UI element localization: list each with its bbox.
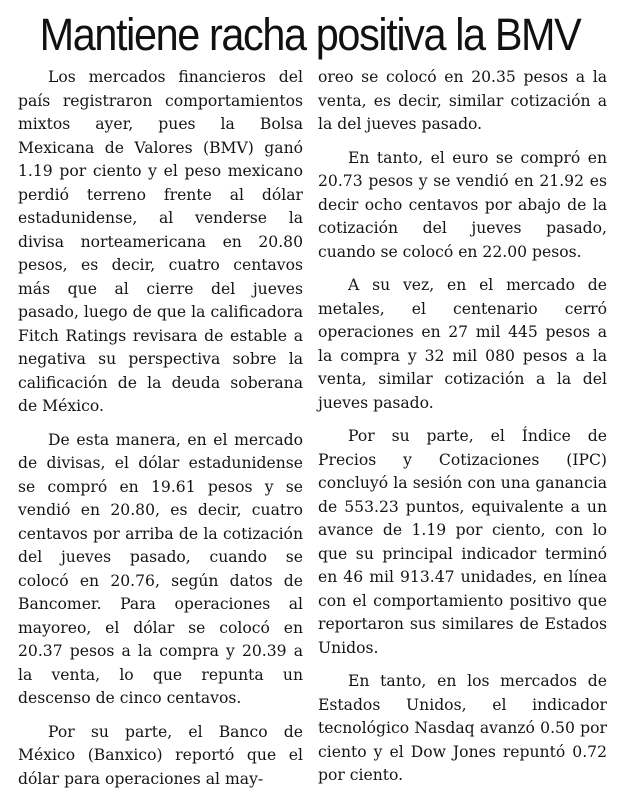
paragraph: De esta manera, en el mercado de divisas, el dólar estadunidense se compró en 19.61 pesos y se vendió en 20.80, es decir, cuatro centavos por arriba de la cotización del jueves pasado, cuando se colocó en 20.76, según datos de Bancomer. Para operaciones al mayoreo, el dólar se colocó en 20.37 pesos a la compra y 20.39 a la venta, lo que repunta un descenso de cinco centavos. [18, 430, 303, 707]
paragraph: En tanto, en los mercados de Estados Unidos, el indicador tecnológico Nasdaq avanzó 0.50 por ciento y el Dow Jones repuntó 0.72 por ciento. [318, 672, 607, 784]
column-left [18, 66, 303, 801]
paragraph: En tanto, el euro se compró en 20.73 pesos y se vendió en 21.92 es decir ocho centavos por abajo de la cotización del jueves pasado, cuando se colocó en 22.00 pesos. [318, 148, 607, 261]
headline: Mantiene racha positiva la BMV [39, 9, 581, 60]
paragraph-continued: oreo se colocó en 20.35 pesos a la venta, es decir, similar cotización a la del jueves pasado. [318, 68, 607, 133]
paragraph: Por su parte, el Banco de México (Banxico) reportó que el dólar para operaciones al may- [18, 722, 303, 788]
paragraph: Por su parte, el Índice de Precios y Cotizaciones (IPC) concluyó la sesión con una ganancia de 553.23 puntos, equivalente a un avance de 1.19 por ciento, con lo que su principal indicador terminó en 46 mil 913.47 unidades, en línea con el comportamiento positivo que reportaron sus similares de Estados Unidos. [318, 427, 607, 657]
column-right [318, 66, 607, 798]
paragraph: A su vez, en el mercado de metales, el centenario cerró operaciones en 27 mil 445 pesos a la compra y 32 mil 080 pesos a la venta, similar cotización a la del jueves pasado. [318, 276, 607, 412]
paragraph: Los mercados financieros del país registraron comportamientos mixtos ayer, pues la Bolsa Mexicana de Valores (BMV) ganó 1.19 por ciento y el peso mexicano perdió terreno frente al dólar estadunidense, al venderse la divisa norteamericana en 20.80 pesos, es decir, cuatro centavos más que al cierre del jueves pasado, luego de que la calificadora Fitch Ratings revisara de estable a negativa su perspectiva sobre la calificación de la deuda soberana de México. [18, 68, 303, 415]
